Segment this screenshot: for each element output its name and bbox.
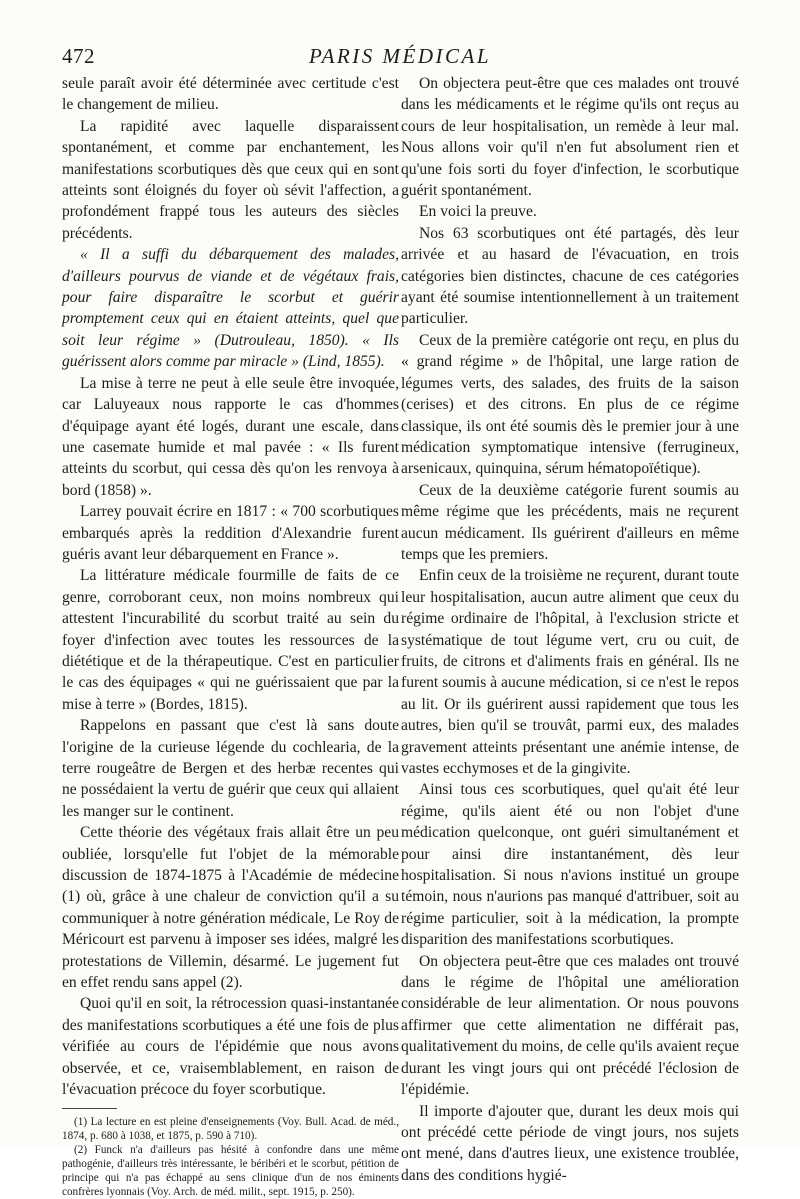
page-number: 472	[62, 44, 95, 68]
paragraph: seule paraît avoir été déterminée avec certitude c'est le changement de milieu.	[62, 75, 399, 114]
paragraph: La rapidité avec laquelle disparaissent spontanément, et comme par enchantement, les manifestations scorbutiques dès que ceux qui en sont atteints sont éloignés du foyer où sévit l'affection, a profondément frappé tous les auteurs des siècles précédents.	[62, 117, 399, 242]
paragraph: Il importe d'ajouter que, durant les deux mois qui ont précédé cette période de vingt jours, nos sujets ont mené, dans d'autres lieux, une existence troublée, dans des conditions hygié-	[401, 1102, 739, 1184]
paragraph: La littérature médicale fourmille de faits de ce genre, corroborant ceux, non moins nombreux qui attestent l'incurabilité du scorbut traité au sein du foyer d'infection avec toutes les ressources de la diététique et de la thérapeutique. C'est en particulier le cas des équipages « qui ne guérissaient que par la mise à terre » (Bordes, 1815).	[62, 567, 399, 713]
paragraph: Ceux de la deuxième catégorie furent soumis au même régime que les précédents, mais ne reçurent aucun médicament. Ils guérirent d'ailleurs en même temps que les premiers.	[401, 481, 739, 563]
page-header	[62, 40, 738, 70]
footnote-rule	[62, 1108, 117, 1109]
paragraph: Ceux de la première catégorie ont reçu, en plus du « grand régime » de l'hôpital, une large ration de légumes verts, des salades, des fruits de la saison (cerises) et des citrons. En plus de ce régime classique, ils ont été soumis dès le premier jour à une médication symptomatique intensive (ferrugineux, arsenicaux, quinquina, sérum hématopoïétique).	[401, 331, 739, 478]
paragraph: Cette théorie des végétaux frais allait être un peu oubliée, lorsqu'elle fut l'objet de la mémorable discussion de 1874-1875 à l'Académie de médecine (1) où, grâce à une chaleur de conviction qu'il a su communiquer à notre génération médicale, Le Roy de Méricourt est parvenu à imposer ses idées, malgré les protestations de Villemin, désarmé. Le jugement fut en effet rendu sans appel (2).	[62, 824, 399, 992]
journal-title: PARIS MÉDICAL	[308, 44, 491, 68]
paragraph: Rappelons en passant que c'est là sans doute l'origine de la curieuse légende du cochlearia, de la terre rougeâtre de Bergen et des herbæ recentes qui ne possédaient la vertu de guérir que ceux qui allaient les manger sur le continent.	[62, 717, 399, 820]
right-column	[401, 73, 739, 1186]
left-column	[62, 73, 399, 1199]
paragraph: On objectera peut-être que ces malades ont trouvé dans le régime de l'hôpital une amélioration considérable de leur alimentation. Or nous pouvons affirmer que cette alimentation ne différait pas, qualitativement du moins, de celle qu'ils avaient reçue durant les vingt jours qui ont précédé l'éclosion de l'épidémie.	[401, 952, 739, 1099]
paragraph: Enfin ceux de la troisième ne reçurent, durant toute leur hospitalisation, aucun autre aliment que ceux du régime ordinaire de l'hôpital, à l'exclusion stricte et systématique de tout légume vert, cru ou cuit, de fruits, de citrons et d'aliments frais en général. Ils ne furent soumis à aucune médication, si ce n'est le repos au lit. Or ils guérirent aussi rapidement que tous les autres, bien qu'il se trouvât, parmi eux, des malades gravement atteints présentant une anémie intense, de vastes ecchymoses et de la gingivite.	[401, 567, 739, 777]
paragraph: On objectera peut-être que ces malades ont trouvé dans les médicaments et le régime qu'ils ont reçus au cours de leur hospitalisation, un remède à leur mal. Nous allons voir qu'il n'en fut absolument rien et qu'une fois sorti du foyer d'infection, le scorbutique guérit spontanément.	[401, 75, 739, 200]
paragraph: En voici la preuve.	[419, 203, 537, 221]
footnote: (2) Funck n'a d'ailleurs pas hésité à confondre dans une même pathogénie, d'ailleurs très intéressante, le béribéri et le scorbut, pétition de principe qui n'a pas échappé au sens clinique d'un de nos éminents confrères lyonnais (Voy. Arch. de méd. milit., sept. 1915, p. 250).	[62, 1143, 399, 1198]
footnote: (1) La lecture en est pleine d'enseignements (Voy. Bull. Acad. de méd., 1874, p. 680 à 1038, et 1875, p. 590 à 710).	[62, 1115, 399, 1142]
paragraph: La mise à terre ne peut à elle seule être invoquée, car Laluyeaux nous rapporte le cas d'hommes d'équipage ayant été logés, durant une escale, dans une casemate humide et mal pavée : « Ils furent atteints du scorbut, qui cessa dès qu'on les renvoya à bord (1858) ».	[62, 374, 399, 499]
paragraph: Larrey pouvait écrire en 1817 : « 700 scorbutiques embarqués après la reddition d'Alexandrie furent guéris avant leur débarquement en France ».	[62, 503, 399, 563]
quotation: « Il a suffi du débarquement des malades, d'ailleurs pourvus de viande et de végétaux frais, pour faire disparaître le scorbut et guérir promptement ceux qui en étaient atteints, quel que soit leur régime » (Dutrouleau, 1850). « Ils guérissent alors comme par miracle » (Lind, 1855).	[62, 246, 399, 371]
paragraph: Quoi qu'il en soit, la rétrocession quasi-instantanée des manifestations scorbutiques a été une fois de plus vérifiée au cours de l'épidémie que nous avons observée, et ce, vraisemblablement, en raison de l'évacuation précoce du foyer scorbutique.	[62, 995, 399, 1099]
paragraph: Ainsi tous ces scorbutiques, quel qu'ait été leur régime, qu'ils aient été ou non l'objet d'une médication quelconque, ont guéri simultanément et pour ainsi dire instantanément, dès leur hospitalisation. Si nous n'avions institué un groupe témoin, nous n'aurions pas manqué d'attribuer, soit au régime particulier, soit à la médication, la prompte disparition des manifestations scorbutiques.	[401, 781, 739, 949]
paragraph: Nos 63 scorbutiques ont été partagés, dès leur arrivée et au hasard de l'évacuation, en trois catégories bien distinctes, chacune de ces catégories ayant été soumise intentionnellement à un traitement particulier.	[401, 224, 739, 328]
